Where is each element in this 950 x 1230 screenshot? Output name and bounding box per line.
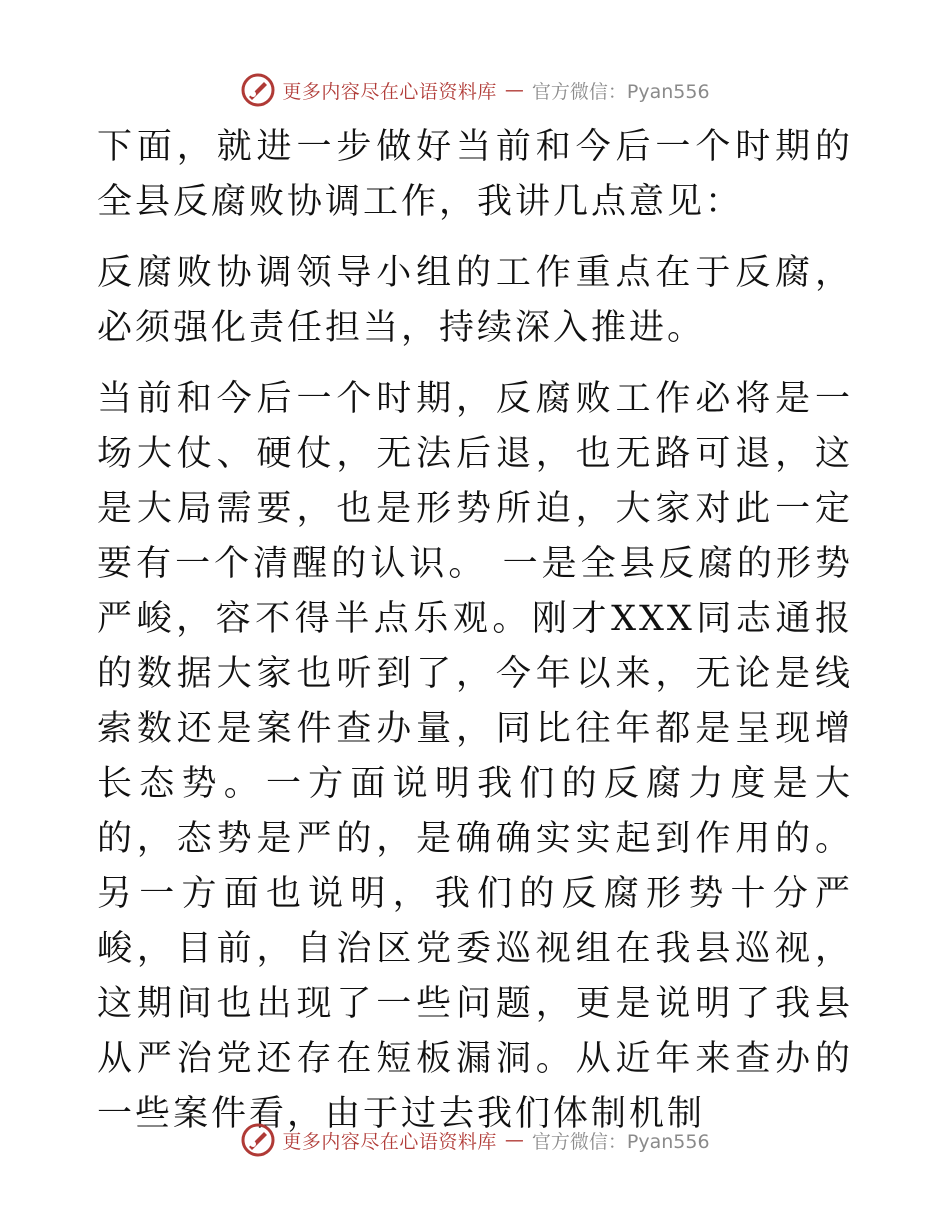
- footer-banner: [0, 1120, 950, 1160]
- document-body: [97, 120, 853, 1158]
- banner-separator: —: [504, 1129, 524, 1151]
- banner-text: 更多内容尽在心语资料库: [282, 1130, 497, 1153]
- brand-logo-icon: [240, 72, 276, 108]
- banner-wechat: 官方微信：Pyan556: [531, 1130, 710, 1153]
- paragraph-2: 反腐败协调领导小组的工作重点在于反腐，必须强化责任担当，持续深入推进。: [97, 253, 853, 348]
- header-banner: [0, 70, 950, 110]
- paragraph-1: 下面，就进一步做好当前和今后一个时期的全县反腐败协调工作，我讲几点意见：: [97, 127, 853, 222]
- brand-logo-icon: [240, 1122, 276, 1158]
- banner-wechat: 官方微信：Pyan556: [531, 80, 710, 103]
- paragraph-3: 当前和今后一个时期，反腐败工作必将是一场大仗、硬仗，无法后退，也无路可退，这是大局需要，也是形势所迫，大家对此一定要有一个清醒的认识。 一是全县反腐的形势严峻，容不得半点乐观。刚才XXX同志通报的数据大家也听到了，今年以来，无论是线索数还是案件查办量，同比往年都是呈现增长态势。一方面说明我们的反腐力度是大的，态势是严的，是确确实实起到作用的。另一方面也说明，我们的反腐形势十分严峻，目前，自治区党委巡视组在我县巡视，这期间也出现了一些问题，更是说明了我县从严治党还存在短板漏洞。从近年来查办的一些案件看，由于过去我们体制机制: [97, 379, 853, 1134]
- banner-text: 更多内容尽在心语资料库: [282, 80, 497, 103]
- banner-separator: —: [504, 79, 524, 101]
